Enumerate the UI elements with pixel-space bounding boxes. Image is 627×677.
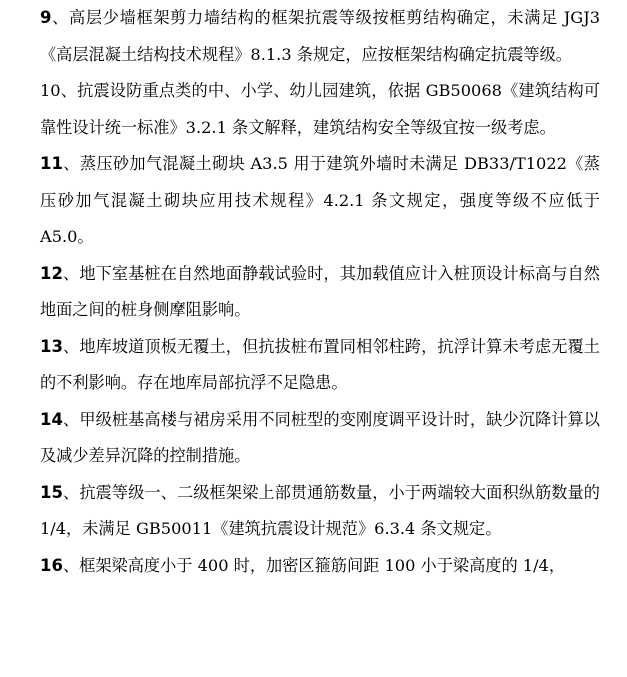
item-text: 、甲级桩基高楼与裙房采用不同桩型的变刚度调平设计时，缺少沉降计算以及减少差异沉降的控制措施。	[40, 409, 600, 465]
list-item	[40, 0, 600, 73]
item-number: 12	[40, 263, 63, 283]
item-text: 、地下室基桩在自然地面静载试验时，其加载值应计入桩顶设计标高与自然地面之间的桩身侧摩阻影响。	[40, 263, 600, 319]
item-text: 、蒸压砂加气混凝土砌块 A3.5 用于建筑外墙时未满足 DB33/T1022《蒸压砂加气混凝土砌块应用技术规程》4.2.1 条文规定，强度等级不应低于 A5.0。	[40, 154, 606, 246]
item-number: 13	[40, 336, 63, 356]
item-text: 、抗震等级一、二级框架梁上部贯通筋数量，小于两端较大面积纵筋数量的 1/4，未满足 GB50011《建筑抗震设计规范》6.3.4 条文规定。	[40, 482, 606, 538]
list-item	[40, 475, 606, 548]
list-item	[40, 146, 606, 256]
item-number: 11	[40, 154, 63, 173]
item-text: 10、抗震设防重点类的中、小学、幼儿园建筑，依据 GB50068《建筑结构可靠性设计统一标准》3.2.1 条文解释，建筑结构安全等级宜按一级考虑。	[40, 81, 600, 137]
list-item	[40, 73, 600, 146]
list-item	[40, 402, 600, 475]
list-item	[40, 329, 600, 402]
item-number: 9	[40, 8, 52, 27]
list-item	[40, 548, 600, 585]
item-text: 、高层少墙框架剪力墙结构的框架抗震等级按框剪结构确定，未满足 JGJ3《高层混凝土结构技术规程》8.1.3 条规定，应按框架结构确定抗震等级。	[40, 8, 600, 64]
item-text: 、地库坡道顶板无覆土，但抗拔桩布置同相邻柱跨，抗浮计算未考虑无覆土的不利影响。存在地库局部抗浮不足隐患。	[40, 336, 600, 392]
item-number: 15	[40, 482, 63, 502]
list-item	[40, 256, 600, 329]
document-page	[40, 0, 606, 584]
item-text: 、框架梁高度小于 400 时，加密区箍筋间距 100 小于梁高度的 1/4，	[62, 555, 566, 575]
item-number: 16	[40, 555, 63, 575]
item-number: 14	[40, 409, 63, 429]
